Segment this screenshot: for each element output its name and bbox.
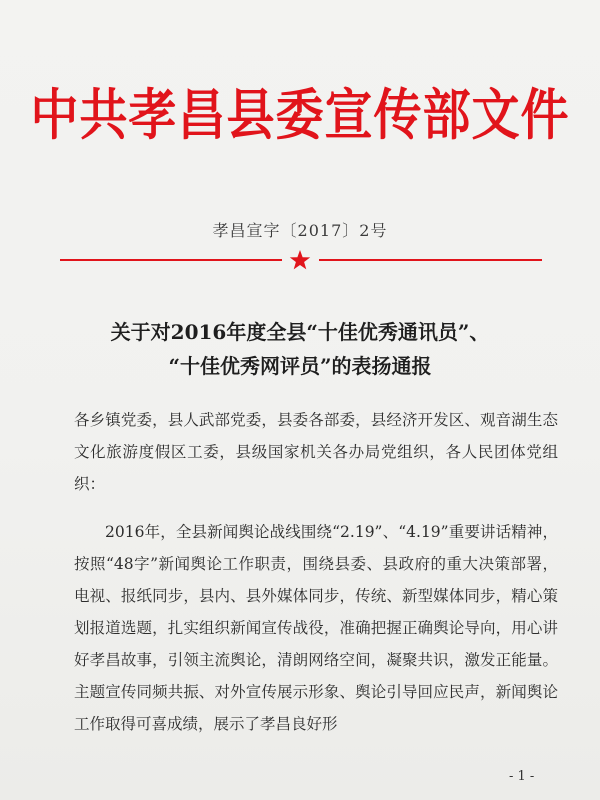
document-number: 孝昌宣字〔2017〕2号 xyxy=(212,221,388,240)
salutation-paragraph: 各乡镇党委，县人武部党委，县委各部委，县经济开发区、观音湖生态文化旅游度假区工委，县级国家机关各办局党组织，各人民团体党组织： xyxy=(74,411,558,493)
notice-title-line-1: 关于对2016年度全县“十佳优秀通讯员”、 xyxy=(110,320,490,344)
star-icon xyxy=(289,249,311,271)
notice-title-line-2: “十佳优秀网评员”的表扬通报 xyxy=(168,354,432,378)
page-number: - 1 - xyxy=(509,769,535,784)
body-paragraph: 2016年，全县新闻舆论战线围绕“2.19”、“4.19”重要讲话精神，按照“48字”新闻舆论工作职责，围绕县委、县政府的重大决策部署，电视、报纸同步，县内、县外媒体同步，传统、新型媒体同步，精心策划报道选题，扎实组织新闻宣传战役，准确把握正确舆论导向，用心讲好孝昌故事，引领主流舆论，清朗网络空间，凝聚共识，激发正能量。主题宣传同频共振、对外宣传展示形象、舆论引导回应民声，新闻舆论工作取得可喜成绩，展示了孝昌良好形 xyxy=(74,523,558,733)
document-header-title: 中共孝昌县委宣传部文件 xyxy=(30,83,570,148)
header-divider-left xyxy=(60,259,282,261)
header-divider-right xyxy=(319,259,542,261)
